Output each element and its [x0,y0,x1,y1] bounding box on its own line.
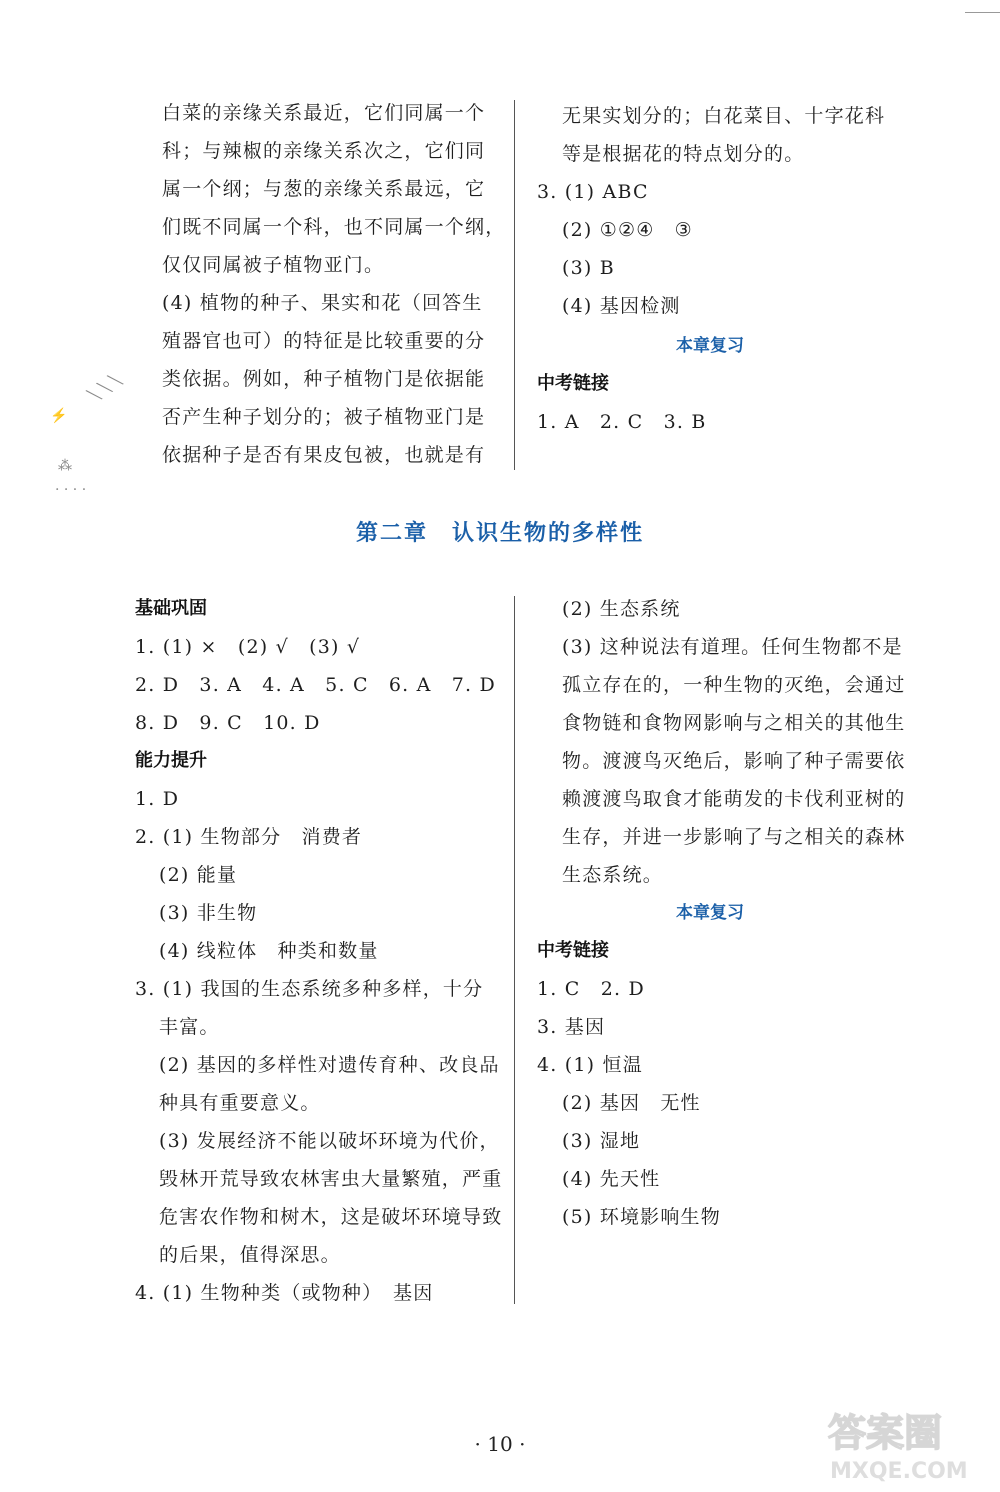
answer-item: (2) 基因 无性 [562,1092,701,1114]
text-line: 依据种子是否有果皮包被，也就是有 [162,444,486,466]
answer-item: (2) 能量 [159,864,238,886]
text-line: 生存，并进一步影响了与之相关的森林 [562,826,906,848]
answer-item: (2) 生态系统 [562,598,681,620]
text-line: 科；与辣椒的亲缘关系次之，它们同 [162,140,486,162]
text-line: 丰富。 [159,1016,220,1038]
text-line: 无果实划分的；白花菜目、十字花科 [562,105,886,127]
answer-item: 1. D [135,788,180,810]
text-line: 种具有重要意义。 [159,1092,321,1114]
chapter-title: 第二章 认识生物的多样性 [355,521,644,546]
text-line: 赖渡渡鸟取食才能萌发的卡伐利亚树的 [562,788,906,810]
text-line: 生态系统。 [562,864,664,886]
answer-item: 1. (1) × (2) √ (3) √ [135,636,361,658]
nengli-heading: 能力提升 [135,750,207,771]
zhongkao-heading: 中考链接 [537,940,609,961]
answer-item: 8. D 9. C 10. D [135,712,321,734]
answer-item: 3. (1) ABC [537,181,649,203]
answer-item: 3. 基因 [537,1016,606,1038]
scan-smudge: ╲ ╲ ╲ [86,371,124,405]
corner-rule [965,12,1000,13]
top-right-column [537,103,917,443]
text-line: 等是根据花的特点划分的。 [562,143,805,165]
text-line: 孤立存在的，一种生物的灭绝，会通过 [562,674,906,696]
bottom-right-column [537,596,927,1236]
answer-item: 4. (1) 恒温 [537,1054,643,1076]
text-line: 仅仅同属被子植物亚门。 [162,254,385,276]
jichu-heading: 基础巩固 [135,598,207,619]
answer-item: (3) 发展经济不能以破坏环境为代价， [159,1130,500,1152]
text-line: 们既不同属一个科，也不同属一个纲， [162,216,506,238]
column-divider [514,596,515,1304]
answer-item: (2) 基因的多样性对遗传育种、改良品 [159,1054,500,1076]
text-line: (4) 植物的种子、果实和花（回答生 [162,292,483,314]
watermark-logo [818,1400,988,1486]
scan-smudge: ⚡ [50,408,68,424]
text-line: 殖器官也可）的特征是比较重要的分 [162,330,486,352]
text-line: 危害农作物和树木，这是破坏环境导致 [159,1206,503,1228]
answer-item: (4) 线粒体 种类和数量 [159,940,379,962]
page-number: · 10 · [474,1432,526,1456]
answer-item: (4) 基因检测 [562,295,681,317]
answer-item: (3) 湿地 [562,1130,641,1152]
zhongkao-heading: 中考链接 [537,373,609,394]
bottom-left-column [135,596,505,1308]
scan-smudge: ⁂ [58,458,72,474]
answer-item: 2. D 3. A 4. A 5. C 6. A 7. D [135,674,496,696]
text-line: 白菜的亲缘关系最近，它们同属一个 [162,102,486,124]
watermark-url: MXQE.COM [830,1459,968,1484]
text-line: 否产生种子划分的；被子植物亚门是 [162,406,486,428]
answer-item: 1. C 2. D [537,978,645,1000]
answer-item: (3) B [562,257,615,279]
answer-item: 3. (1) 我国的生态系统多种多样，十分 [135,978,484,1000]
answer-item: 4. (1) 生物种类（或物种） 基因 [135,1282,434,1304]
watermark-text: 答案圈 [828,1411,943,1455]
text-line: 属一个纲；与葱的亲缘关系最远，它 [162,178,486,200]
text-line: 物。渡渡鸟灭绝后，影响了种子需要依 [562,750,906,772]
answer-item: (3) 这种说法有道理。任何生物都不是 [562,636,903,658]
answer-item: (5) 环境影响生物 [562,1206,721,1228]
column-divider [514,100,515,470]
review-heading: 本章复习 [676,903,744,923]
answer-item: 1. A 2. C 3. B [537,411,707,433]
text-line: 的后果，值得深思。 [159,1244,341,1266]
review-heading: 本章复习 [676,336,744,356]
text-line: 类依据。例如，种子植物门是依据能 [162,368,486,390]
answer-item: (2) ①②④ ③ [562,219,693,241]
scan-smudge: · · · · [55,482,87,498]
answer-item: (3) 非生物 [159,902,258,924]
answer-item: (4) 先天性 [562,1168,661,1190]
answer-item: 2. (1) 生物部分 消费者 [135,826,363,848]
text-line: 食物链和食物网影响与之相关的其他生 [562,712,906,734]
top-left-column [162,100,507,480]
text-line: 毁林开荒导致农林害虫大量繁殖，严重 [159,1168,503,1190]
